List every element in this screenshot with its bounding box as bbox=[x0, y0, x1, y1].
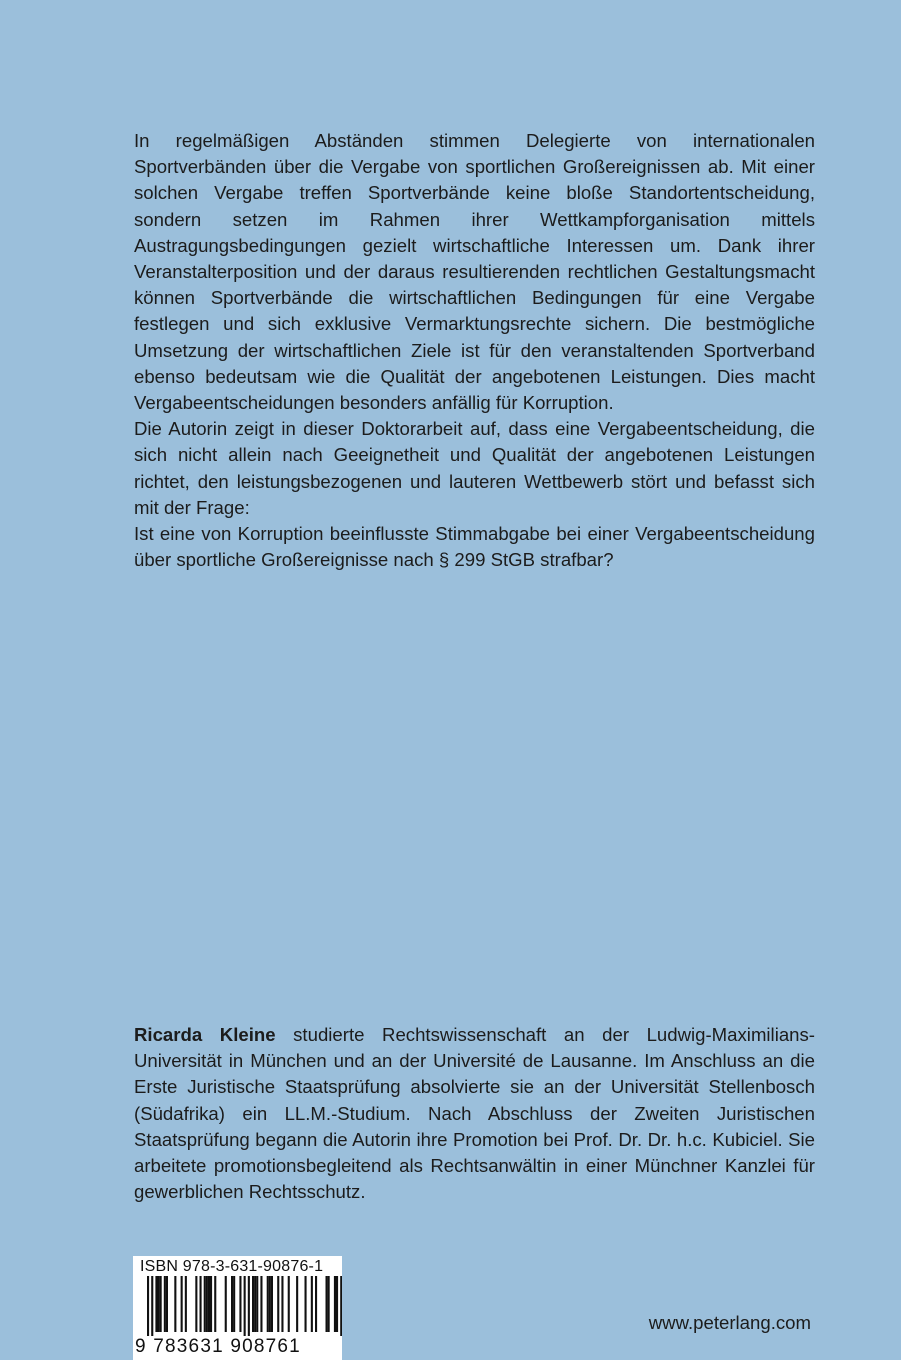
barcode-bar bbox=[200, 1276, 202, 1332]
barcode-bar bbox=[281, 1276, 283, 1332]
publisher-url[interactable]: www.peterlang.com bbox=[648, 1312, 811, 1333]
barcode-icon bbox=[133, 1276, 342, 1338]
isbn-barcode bbox=[133, 1256, 342, 1360]
barcode-bar bbox=[271, 1276, 273, 1332]
barcode-bar bbox=[267, 1276, 269, 1332]
blurb-paragraph-2: Die Autorin zeigt in dieser Doktorarbeit auf, dass eine Vergabeentscheidung, die sich nicht allein nach Geeignetheit und Qualität der angebotenen Leistungen richtet, den leistungsbezogenen und lauteren Wettbewerb stört und befasst sich mit der Frage: bbox=[134, 418, 815, 518]
barcode-bar bbox=[296, 1276, 298, 1332]
ean-digits: 9 783631 908761 bbox=[135, 1336, 301, 1357]
barcode-bar bbox=[158, 1276, 160, 1332]
blurb-paragraph-3: Ist eine von Korruption beeinflusste Stimmabgabe bei einer Vergabeentscheidung über sportliche Großereignisse nach § 299 StGB strafbar? bbox=[134, 523, 815, 571]
barcode-bar bbox=[311, 1276, 313, 1332]
blurb-paragraph-1: In regelmäßigen Abständen stimmen Delegierte von internationalen Sportverbänden über die Vergabe von sportlichen Großereignissen ab. Mit einer solchen Vergabe treffen Sportverbände keine bloße Standortentscheidung, sondern setzen im Rahmen ihrer Wettkampforganisation mittels Austragungsbedingungen gezielt wirtschaftliche Interessen um. Dank ihrer Veranstalterposition und der daraus resultierenden rechtlichen Gestaltungsmacht können Sportverbände die wirtschaftlichen Bedingungen für eine Vergabe festlegen und sich exklusive Vermarktungsrechte sichern. Die bestmögliche Umsetzung der wirtschaftlichen Ziele ist für den veranstaltenden Sportverband ebenso bedeutsam wie die Qualität der angebotenen Leistungen. Dies macht Vergabeentscheidungen besonders anfällig für Korruption. bbox=[134, 130, 815, 414]
barcode-bar bbox=[210, 1276, 212, 1332]
barcode-bar bbox=[208, 1276, 210, 1332]
barcode-bar bbox=[233, 1276, 235, 1332]
barcode-bar bbox=[214, 1276, 216, 1332]
barcode-bar bbox=[244, 1276, 246, 1336]
barcode-bar bbox=[206, 1276, 208, 1332]
barcode-bar bbox=[269, 1276, 271, 1332]
barcode-bar bbox=[326, 1276, 328, 1332]
isbn-label: ISBN 978-3-631-90876-1 bbox=[140, 1258, 324, 1275]
barcode-bar bbox=[260, 1276, 262, 1332]
barcode-bar bbox=[225, 1276, 227, 1332]
barcode-bar bbox=[155, 1276, 157, 1332]
barcode-bar bbox=[174, 1276, 176, 1332]
back-cover-blurb bbox=[134, 128, 815, 573]
barcode-bar bbox=[254, 1276, 256, 1332]
barcode-bar bbox=[204, 1276, 206, 1332]
barcode-bar bbox=[288, 1276, 290, 1332]
barcode-bar bbox=[231, 1276, 233, 1332]
barcode-bar bbox=[334, 1276, 336, 1332]
barcode-bar bbox=[248, 1276, 250, 1336]
barcode-bar bbox=[256, 1276, 258, 1332]
author-bio bbox=[134, 1022, 815, 1205]
barcode-bar bbox=[166, 1276, 168, 1332]
barcode-bar bbox=[336, 1276, 338, 1332]
barcode-bar bbox=[195, 1276, 197, 1332]
barcode-bar bbox=[181, 1276, 183, 1332]
barcode-bar bbox=[185, 1276, 187, 1332]
barcode-bar bbox=[328, 1276, 330, 1332]
barcode-bar bbox=[164, 1276, 166, 1332]
author-bio-text: studierte Rechtswissenschaft an der Ludwig-Maximilians-Universität in München und an der Université de Lausanne. Im Anschluss an die Erste Juristische Staatsprüfung absolvierte sie an der Universität Stellenbosch (Südafrika) ein LL.M.-Studium. Nach Abschluss der Zweiten Juristischen Staatsprüfung begann die Autorin ihre Promotion bei Prof. Dr. Dr. h.c. Kubiciel. Sie arbeitete promotionsbegleitend als Rechtsanwältin in einer Münchner Kanzlei für gewerblichen Rechtsschutz. bbox=[134, 1024, 815, 1203]
barcode-bar bbox=[151, 1276, 153, 1336]
author-name: Ricarda Kleine bbox=[134, 1024, 276, 1045]
barcode-bar bbox=[277, 1276, 279, 1332]
barcode-bar bbox=[160, 1276, 162, 1332]
barcode-bar bbox=[147, 1276, 149, 1336]
barcode-bar bbox=[239, 1276, 241, 1332]
barcode-bar bbox=[252, 1276, 254, 1332]
barcode-bar bbox=[340, 1276, 342, 1336]
barcode-bar bbox=[315, 1276, 317, 1332]
barcode-bar bbox=[305, 1276, 307, 1332]
